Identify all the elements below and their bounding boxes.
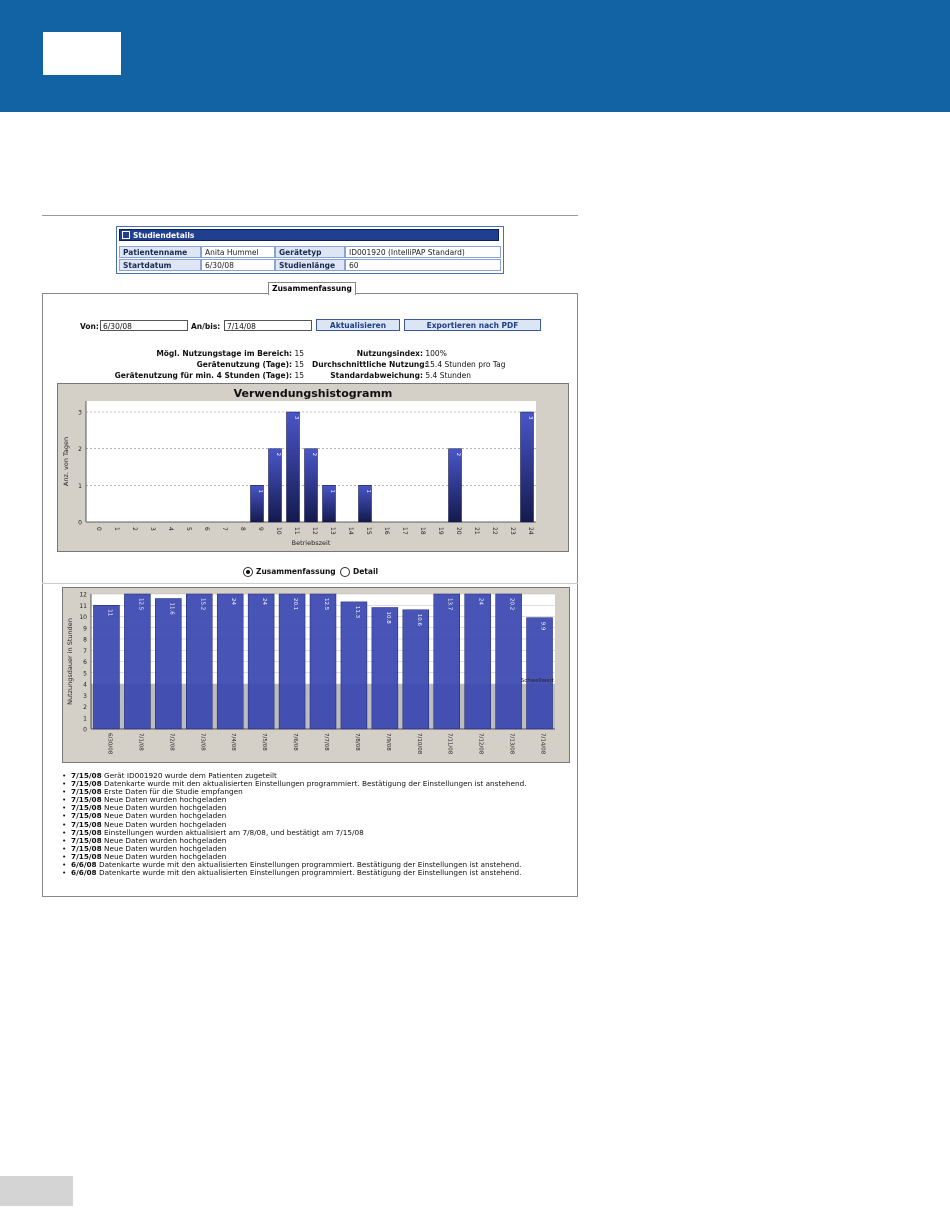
histogram-x-tick: 12: [311, 527, 318, 535]
daily-x-tick: 7/8/08: [353, 733, 360, 751]
histogram-x-tick: 0: [95, 527, 102, 531]
daily-x-tick: 7/11/08: [446, 733, 453, 755]
histogram-x-tick: 21: [473, 527, 480, 535]
daily-data-label: 11.6: [168, 602, 175, 615]
radio-summary[interactable]: [243, 567, 253, 577]
histogram-data-label: 2: [455, 452, 461, 457]
daily-bar: [403, 610, 429, 729]
divider: [42, 583, 578, 584]
daily-x-tick: 7/4/08: [230, 733, 237, 751]
histogram-x-tick: 24: [527, 527, 534, 535]
to-label: An/bis:: [191, 322, 221, 331]
histogram-data-label: 1: [365, 489, 371, 493]
histogram-x-tick: 13: [329, 527, 336, 535]
daily-bar: [155, 599, 181, 730]
stat-usage-index: Nutzungsindex: 100%: [356, 349, 447, 358]
radio-detail-label: Detail: [353, 567, 379, 576]
daily-y-tick: 5: [83, 670, 87, 678]
daily-x-tick: 6/30/08: [106, 733, 113, 755]
histogram-x-tick: 20: [455, 527, 462, 535]
histogram-data-label: 2: [275, 452, 281, 457]
daily-y-tick: 4: [83, 681, 87, 689]
daily-y-tick: 2: [83, 704, 87, 711]
histogram-data-label: 2: [311, 452, 317, 457]
log-date: 7/15/08: [71, 795, 102, 805]
daily-data-label: 15.2: [199, 598, 206, 611]
log-date: 7/15/08: [71, 811, 102, 821]
histogram-x-tick: 2: [131, 527, 138, 531]
log-text: Gerät ID001920 wurde dem Patienten zugeteilt: [101, 771, 277, 780]
daily-y-label: Nutzungsdauer in Stunden: [66, 618, 74, 705]
usage-histogram: [57, 383, 569, 552]
histogram-x-label: Betriebszeit: [291, 539, 331, 547]
log-date: 7/15/08: [71, 779, 102, 789]
log-text: Neue Daten wurden hochgeladen: [101, 843, 227, 853]
histogram-data-label: 1: [329, 489, 335, 493]
daily-bar: [279, 594, 305, 729]
log-entry: [62, 869, 562, 877]
daily-data-label: 10.6: [415, 613, 422, 626]
patient-name-label: Patientenname: [119, 246, 201, 258]
histogram-y-tick: 3: [78, 409, 82, 417]
daily-x-tick: 7/1/08: [137, 733, 144, 751]
daily-y-tick: 10: [79, 614, 87, 621]
daily-x-tick: 7/14/08: [539, 733, 546, 755]
daily-x-tick: 7/7/08: [323, 733, 329, 751]
daily-y-tick: 9: [83, 625, 87, 633]
histogram-title: Verwendungshistogramm: [233, 387, 393, 400]
log-text: Einstellungen wurden aktualisiert am 7/8/08, und bestätigt am 7/15/08: [101, 827, 364, 837]
device-type-value: ID001920 (IntelliPAP Standard): [345, 246, 501, 258]
daily-bar: [372, 608, 398, 730]
from-date-input[interactable]: 6/30/08: [100, 320, 188, 331]
stat-std-dev: Standardabweichung: 5.4 Stunden: [330, 371, 472, 380]
log-text: Datenkarte wurde mit den aktualisierten Einstellungen programmiert. Bestätigung der Einstellungen ist anstehend.: [101, 779, 527, 789]
daily-bar: [248, 594, 274, 729]
daily-x-tick: 7/10/08: [415, 733, 422, 755]
daily-y-tick: 12: [79, 591, 87, 599]
histogram-data-label: 1: [257, 489, 263, 493]
daily-x-tick: 7/13/08: [508, 733, 515, 755]
histogram-x-tick: 19: [437, 527, 444, 535]
device-type-label: Gerätetyp: [275, 246, 345, 258]
header-bar: [0, 0, 950, 112]
from-label: Von:: [80, 322, 99, 331]
histogram-x-tick: 11: [293, 527, 300, 535]
daily-x-tick: 7/5/08: [261, 733, 268, 751]
daily-bar: [465, 594, 491, 729]
histogram-y-tick: 0: [78, 519, 82, 527]
log-text: Datenkarte wurde mit den aktualisierten Einstellungen programmiert. Bestätigung der Einstellungen ist anstehend.: [96, 868, 522, 878]
log-text: Datenkarte wurde mit den aktualisierten Einstellungen programmiert. Bestätigung der Einstellungen ist anstehend.: [96, 860, 522, 870]
log-date: 7/15/08: [71, 803, 102, 813]
daily-data-label: 13.7: [446, 598, 453, 611]
threshold-label: Schwellwert: [520, 678, 554, 684]
log-date: 7/15/08: [71, 819, 102, 829]
daily-bar: [341, 602, 367, 729]
daily-data-label: 12.5: [323, 598, 329, 611]
daily-x-tick: 7/2/08: [168, 733, 175, 751]
log-date: 7/15/08: [71, 843, 102, 853]
daily-x-tick: 7/3/08: [199, 733, 206, 751]
daily-data-label: 11.3: [353, 605, 360, 619]
daily-data-label: 24: [477, 598, 484, 605]
daily-usage-svg: [63, 588, 569, 762]
histogram-y-label: Anz. von Tagen: [62, 436, 70, 487]
divider: [42, 215, 578, 216]
export-pdf-button[interactable]: Exportieren nach PDF: [404, 319, 541, 331]
log-date: 6/6/08: [71, 860, 97, 870]
histogram-data-label: 3: [527, 416, 533, 420]
daily-data-label: 24: [230, 598, 237, 605]
log-text: Neue Daten wurden hochgeladen: [101, 835, 227, 845]
study-details-header[interactable]: [119, 229, 499, 241]
to-date-input[interactable]: 7/14/08: [224, 320, 312, 331]
log-text: Neue Daten wurden hochgeladen: [101, 795, 227, 805]
histogram-x-tick: 4: [167, 527, 174, 531]
log-text: Neue Daten wurden hochgeladen: [101, 819, 227, 829]
daily-usage-chart: [62, 587, 570, 763]
daily-y-tick: 3: [83, 692, 87, 700]
study-details: [116, 226, 504, 274]
log-text: Erste Daten für die Studie empfangen: [101, 787, 243, 797]
radio-detail[interactable]: [340, 567, 350, 577]
daily-data-label: 24: [261, 598, 268, 605]
daily-bar: [496, 594, 522, 729]
daily-bar: [217, 594, 243, 729]
daily-bar: [93, 605, 119, 729]
daily-data-label: 20.1: [292, 598, 299, 611]
log-date: 6/6/08: [71, 868, 97, 878]
histogram-x-tick: 7: [221, 527, 228, 531]
log-text: Neue Daten wurden hochgeladen: [101, 851, 227, 861]
histogram-data-label: 3: [293, 416, 299, 420]
histogram-bar: [287, 412, 300, 522]
daily-data-label: 20.2: [508, 598, 515, 611]
histogram-x-tick: 6: [203, 527, 210, 531]
start-date-value: 6/30/08: [201, 259, 275, 271]
histogram-x-tick: 10: [275, 527, 282, 535]
daily-bar: [310, 594, 336, 729]
usage-histogram-svg: [58, 384, 568, 551]
log-date: 7/15/08: [71, 835, 102, 845]
histogram-x-tick: 3: [149, 527, 156, 531]
histogram-bar: [449, 449, 462, 522]
stat-possible-days: Mögl. Nutzungstage im Bereich: 15: [156, 349, 304, 358]
histogram-x-tick: 14: [347, 527, 354, 535]
histogram-x-tick: 17: [401, 527, 408, 535]
stat-device-days: Gerätenutzung (Tage): 15: [196, 360, 304, 369]
log-text: Neue Daten wurden hochgeladen: [101, 803, 227, 813]
daily-bar: [186, 594, 212, 729]
daily-y-tick: 0: [83, 726, 87, 734]
study-details-title: Studiendetails: [133, 231, 195, 240]
histogram-bar: [305, 449, 318, 522]
log-date: 7/15/08: [71, 827, 102, 837]
histogram-y-tick: 2: [78, 446, 82, 454]
daily-x-tick: 7/9/08: [384, 733, 391, 751]
log-date: 7/15/08: [71, 851, 102, 861]
histogram-x-tick: 16: [383, 527, 390, 535]
histogram-bar: [521, 412, 534, 522]
histogram-x-tick: 8: [239, 527, 246, 531]
daily-y-tick: 1: [83, 715, 87, 723]
histogram-x-tick: 23: [509, 527, 516, 535]
daily-y-tick: 8: [83, 636, 87, 644]
stat-average-usage: Durchschnittliche Nutzung: 15.4 Stunden pro Tag: [312, 360, 506, 369]
daily-x-tick: 7/12/08: [477, 733, 484, 755]
histogram-x-tick: 18: [419, 527, 426, 535]
event-log: [62, 772, 562, 877]
stat-days-4h: Gerätenutzung für min. 4 Stunden (Tage): 15: [114, 371, 304, 380]
footer-tab: [0, 1176, 73, 1206]
histogram-x-tick: 1: [113, 527, 120, 531]
histogram-x-tick: 15: [365, 527, 372, 535]
log-text: Neue Daten wurden hochgeladen: [101, 811, 227, 821]
daily-bar: [527, 618, 553, 729]
tab-summary[interactable]: Zusammenfassung: [268, 282, 356, 295]
histogram-x-tick: 5: [185, 527, 192, 531]
daily-data-label: 12.5: [137, 598, 144, 611]
start-date-label: Startdatum: [119, 259, 201, 271]
daily-x-tick: 7/6/08: [292, 733, 299, 751]
histogram-x-tick: 9: [257, 527, 264, 531]
histogram-x-tick: 22: [491, 527, 498, 535]
log-date: 7/15/08: [71, 787, 102, 797]
daily-data-label: 10.8: [384, 611, 391, 624]
daily-bar: [434, 594, 460, 729]
logo: [43, 32, 121, 75]
study-length-label: Studienlänge: [275, 259, 345, 271]
radio-summary-label: Zusammenfassung: [256, 567, 336, 576]
daily-data-label: 11: [106, 609, 113, 617]
collapse-icon[interactable]: [122, 231, 130, 239]
daily-y-tick: 6: [83, 659, 87, 666]
daily-y-tick: 7: [83, 647, 87, 655]
update-button[interactable]: Aktualisieren: [316, 319, 400, 331]
histogram-y-tick: 1: [78, 482, 82, 490]
patient-name-value: Anita Hummel: [201, 246, 275, 258]
study-length-value: 60: [345, 259, 501, 271]
daily-y-tick: 11: [79, 602, 87, 610]
daily-bar: [124, 594, 150, 729]
histogram-bar: [269, 449, 282, 522]
daily-data-label: 9.9: [539, 621, 546, 631]
log-date: 7/15/08: [71, 771, 102, 780]
